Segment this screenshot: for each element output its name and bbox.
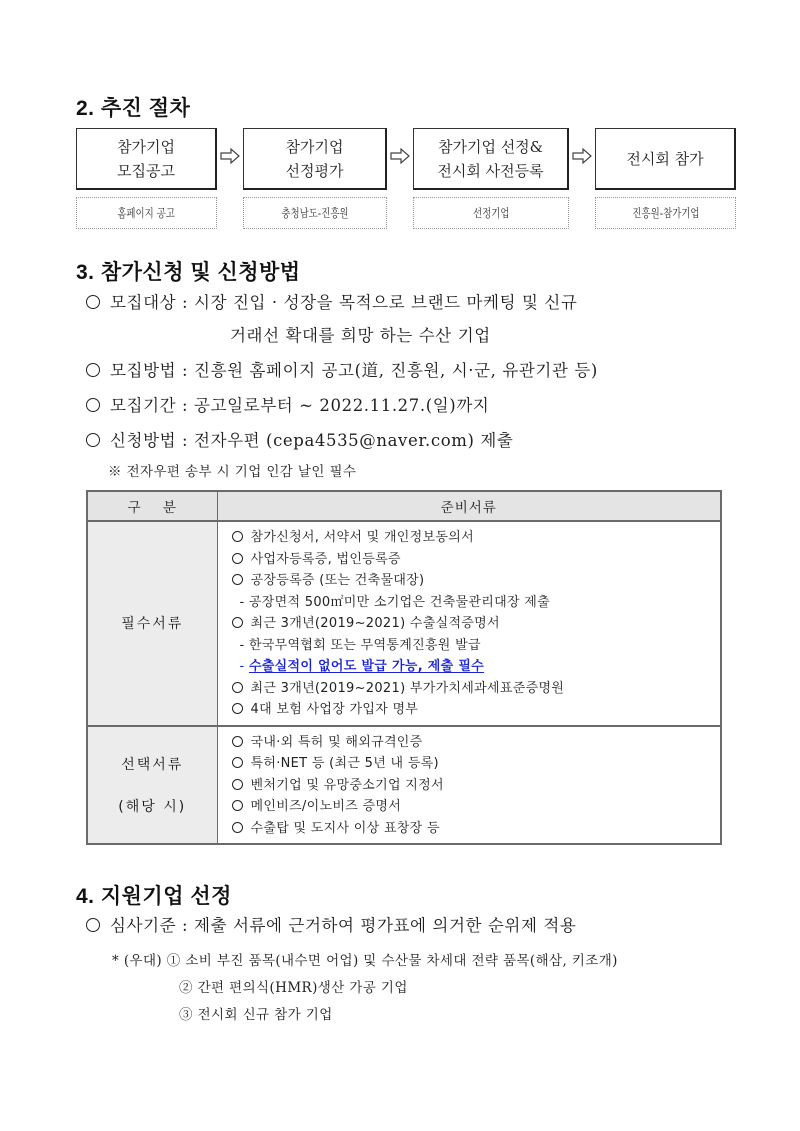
- process-step-3: [413, 128, 569, 190]
- item-label: 신청방법: [110, 431, 177, 450]
- step-3-line1: 참가기업 선정&: [437, 137, 544, 156]
- selection-criteria: [86, 912, 576, 936]
- step-3-line2: 전시회 사전등록: [437, 161, 544, 180]
- preference-item-3: ③ 전시회 신규 참가 기업: [179, 1007, 333, 1023]
- stamp-note: ※ 전자우편 송부 시 기업 인감 날인 필수: [108, 464, 357, 480]
- category-optional: [87, 726, 217, 845]
- doc-item: [232, 775, 721, 797]
- highlight-text: 수출실적이 없어도 발급 가능, 제출 필수: [248, 659, 485, 674]
- circle-bullet-icon: [232, 779, 243, 790]
- doc-item: [232, 549, 721, 571]
- required-doc-list: [217, 521, 721, 726]
- process-step-4: [595, 128, 736, 190]
- section-3-title: 3. 참가신청 및 신청방법: [76, 261, 301, 284]
- item-label: 모집기간: [110, 396, 177, 415]
- item-value: 전자우편 (cepa4535@naver.com) 제출: [194, 431, 514, 450]
- item-sep: :: [182, 361, 189, 380]
- item-label: 모집대상: [110, 293, 177, 312]
- circle-bullet-icon: [232, 757, 243, 768]
- process-step-1: [76, 128, 217, 190]
- section-2-title: 2. 추진 절차: [76, 97, 191, 120]
- doc-subitem: - 공장면적 500㎡미만 소기업은 건축물관리대장 제출: [239, 594, 550, 610]
- info-item-target: [86, 289, 577, 313]
- table-row-optional: [87, 726, 721, 845]
- circle-bullet-icon: [232, 800, 243, 811]
- doc-subitem-highlight: [232, 656, 721, 678]
- step-3-sub: [413, 197, 569, 229]
- category-optional-label: 선택서류: [121, 756, 184, 773]
- doc-text: 최근 3개년(2019~2021) 수출실적증명서: [250, 616, 500, 631]
- step-4-line1: 전시회 참가: [626, 149, 704, 168]
- table-row-required: [87, 521, 721, 726]
- step-2-line1: 참가기업: [285, 137, 344, 156]
- table-header-row: [87, 491, 721, 521]
- preference-item-2: ② 간편 편의식(HMR)생산 가공 기업: [179, 980, 408, 996]
- preference-item-1: ① 소비 부진 품목(내수면 어업) 및 수산물 차세대 전략 품목(해삼, 키조개): [166, 953, 618, 969]
- dash-prefix: -: [239, 659, 249, 674]
- doc-item: [232, 527, 721, 549]
- info-item-period: [86, 392, 489, 416]
- section-4-title: 4. 지원기업 선정: [76, 885, 232, 908]
- doc-item: [232, 613, 721, 635]
- item-sep: :: [182, 293, 189, 312]
- doc-item: [232, 796, 721, 818]
- doc-item: [232, 570, 721, 592]
- step-4-sub: [595, 197, 736, 229]
- circle-bullet-icon: [86, 398, 100, 412]
- step-2-line2: 선정평가: [285, 161, 344, 180]
- criteria-value: 제출 서류에 근거하여 평가표에 의거한 순위제 적용: [194, 916, 577, 935]
- doc-text: 사업자등록증, 법인등록증: [250, 551, 401, 567]
- doc-text: 벤처기업 및 유망중소기업 지정서: [250, 777, 444, 793]
- doc-text: 메인비즈/이노비즈 증명서: [250, 799, 402, 814]
- circle-bullet-icon: [232, 822, 243, 833]
- documents-table: [86, 490, 722, 845]
- info-item-target-cont: 거래선 확대를 희망 하는 수산 기업: [230, 326, 491, 345]
- doc-text: 4대 보험 사업장 가입자 명부: [250, 702, 419, 717]
- process-step-2: [243, 128, 387, 190]
- preference-prefix: * (우대): [112, 953, 163, 969]
- doc-item: [232, 732, 721, 754]
- item-value: 진흥원 홈페이지 공고(道, 진흥원, 시·군, 유관기관 등): [194, 361, 598, 380]
- circle-bullet-icon: [86, 363, 100, 377]
- item-sep: :: [182, 396, 189, 415]
- step-1-line1: 참가기업: [117, 137, 175, 156]
- doc-text: 최근 3개년(2019~2021) 부가가치세과세표준증명원: [250, 680, 565, 696]
- item-sep: :: [182, 431, 189, 450]
- step-2-sub-text: 충청남도-진흥원: [281, 206, 349, 220]
- step-4-sub-text: 진흥원-참가기업: [631, 206, 700, 220]
- right-arrow-icon: [220, 148, 240, 164]
- circle-bullet-icon: [86, 295, 100, 309]
- step-3-sub-text: 선정기업: [472, 206, 510, 220]
- doc-subitem: - 한국무역협회 또는 무역통계진흥원 발급: [239, 637, 481, 653]
- info-item-apply: [86, 427, 513, 451]
- step-1-sub-text: 홈페이지 공고: [117, 206, 176, 220]
- circle-bullet-icon: [232, 682, 243, 693]
- right-arrow-icon: [390, 148, 410, 164]
- doc-text: 국내·외 특허 및 해외규격인증: [250, 734, 423, 750]
- circle-bullet-icon: [232, 531, 243, 542]
- doc-item: [232, 818, 721, 840]
- doc-item: [232, 699, 721, 721]
- header-documents: 준비서류: [217, 491, 721, 521]
- item-value: 공고일로부터 ~ 2022.11.27.(일)까지: [194, 396, 490, 415]
- info-item-method: [86, 357, 598, 381]
- header-category: 구 분: [87, 491, 217, 521]
- doc-item: [232, 753, 721, 775]
- doc-text: 특허·NET 등 (최근 5년 내 등록): [250, 756, 439, 771]
- category-optional-sub: (해당 시): [118, 798, 187, 815]
- circle-bullet-icon: [232, 703, 243, 714]
- doc-text: 공장등록증 (또는 건축물대장): [250, 573, 425, 588]
- doc-text: 수출탑 및 도지사 이상 표창장 등: [250, 820, 440, 836]
- circle-bullet-icon: [232, 574, 243, 585]
- doc-item: [232, 678, 721, 700]
- preference-1-row: [112, 949, 618, 969]
- circle-bullet-icon: [86, 433, 100, 447]
- optional-doc-list: [217, 726, 721, 845]
- step-1-line2: 모집공고: [117, 161, 175, 180]
- category-required: 필수서류: [87, 521, 217, 726]
- circle-bullet-icon: [232, 617, 243, 628]
- doc-text: 참가신청서, 서약서 및 개인정보동의서: [250, 530, 474, 545]
- circle-bullet-icon: [86, 918, 100, 932]
- circle-bullet-icon: [232, 736, 243, 747]
- step-2-sub: [243, 197, 387, 229]
- criteria-label: 심사기준: [110, 916, 177, 935]
- right-arrow-icon: [572, 148, 592, 164]
- criteria-sep: :: [182, 916, 189, 935]
- item-label: 모집방법: [110, 361, 177, 380]
- step-1-sub: [76, 197, 217, 229]
- item-value: 시장 진입 · 성장을 목적으로 브랜드 마케팅 및 신규: [194, 293, 578, 312]
- circle-bullet-icon: [232, 553, 243, 564]
